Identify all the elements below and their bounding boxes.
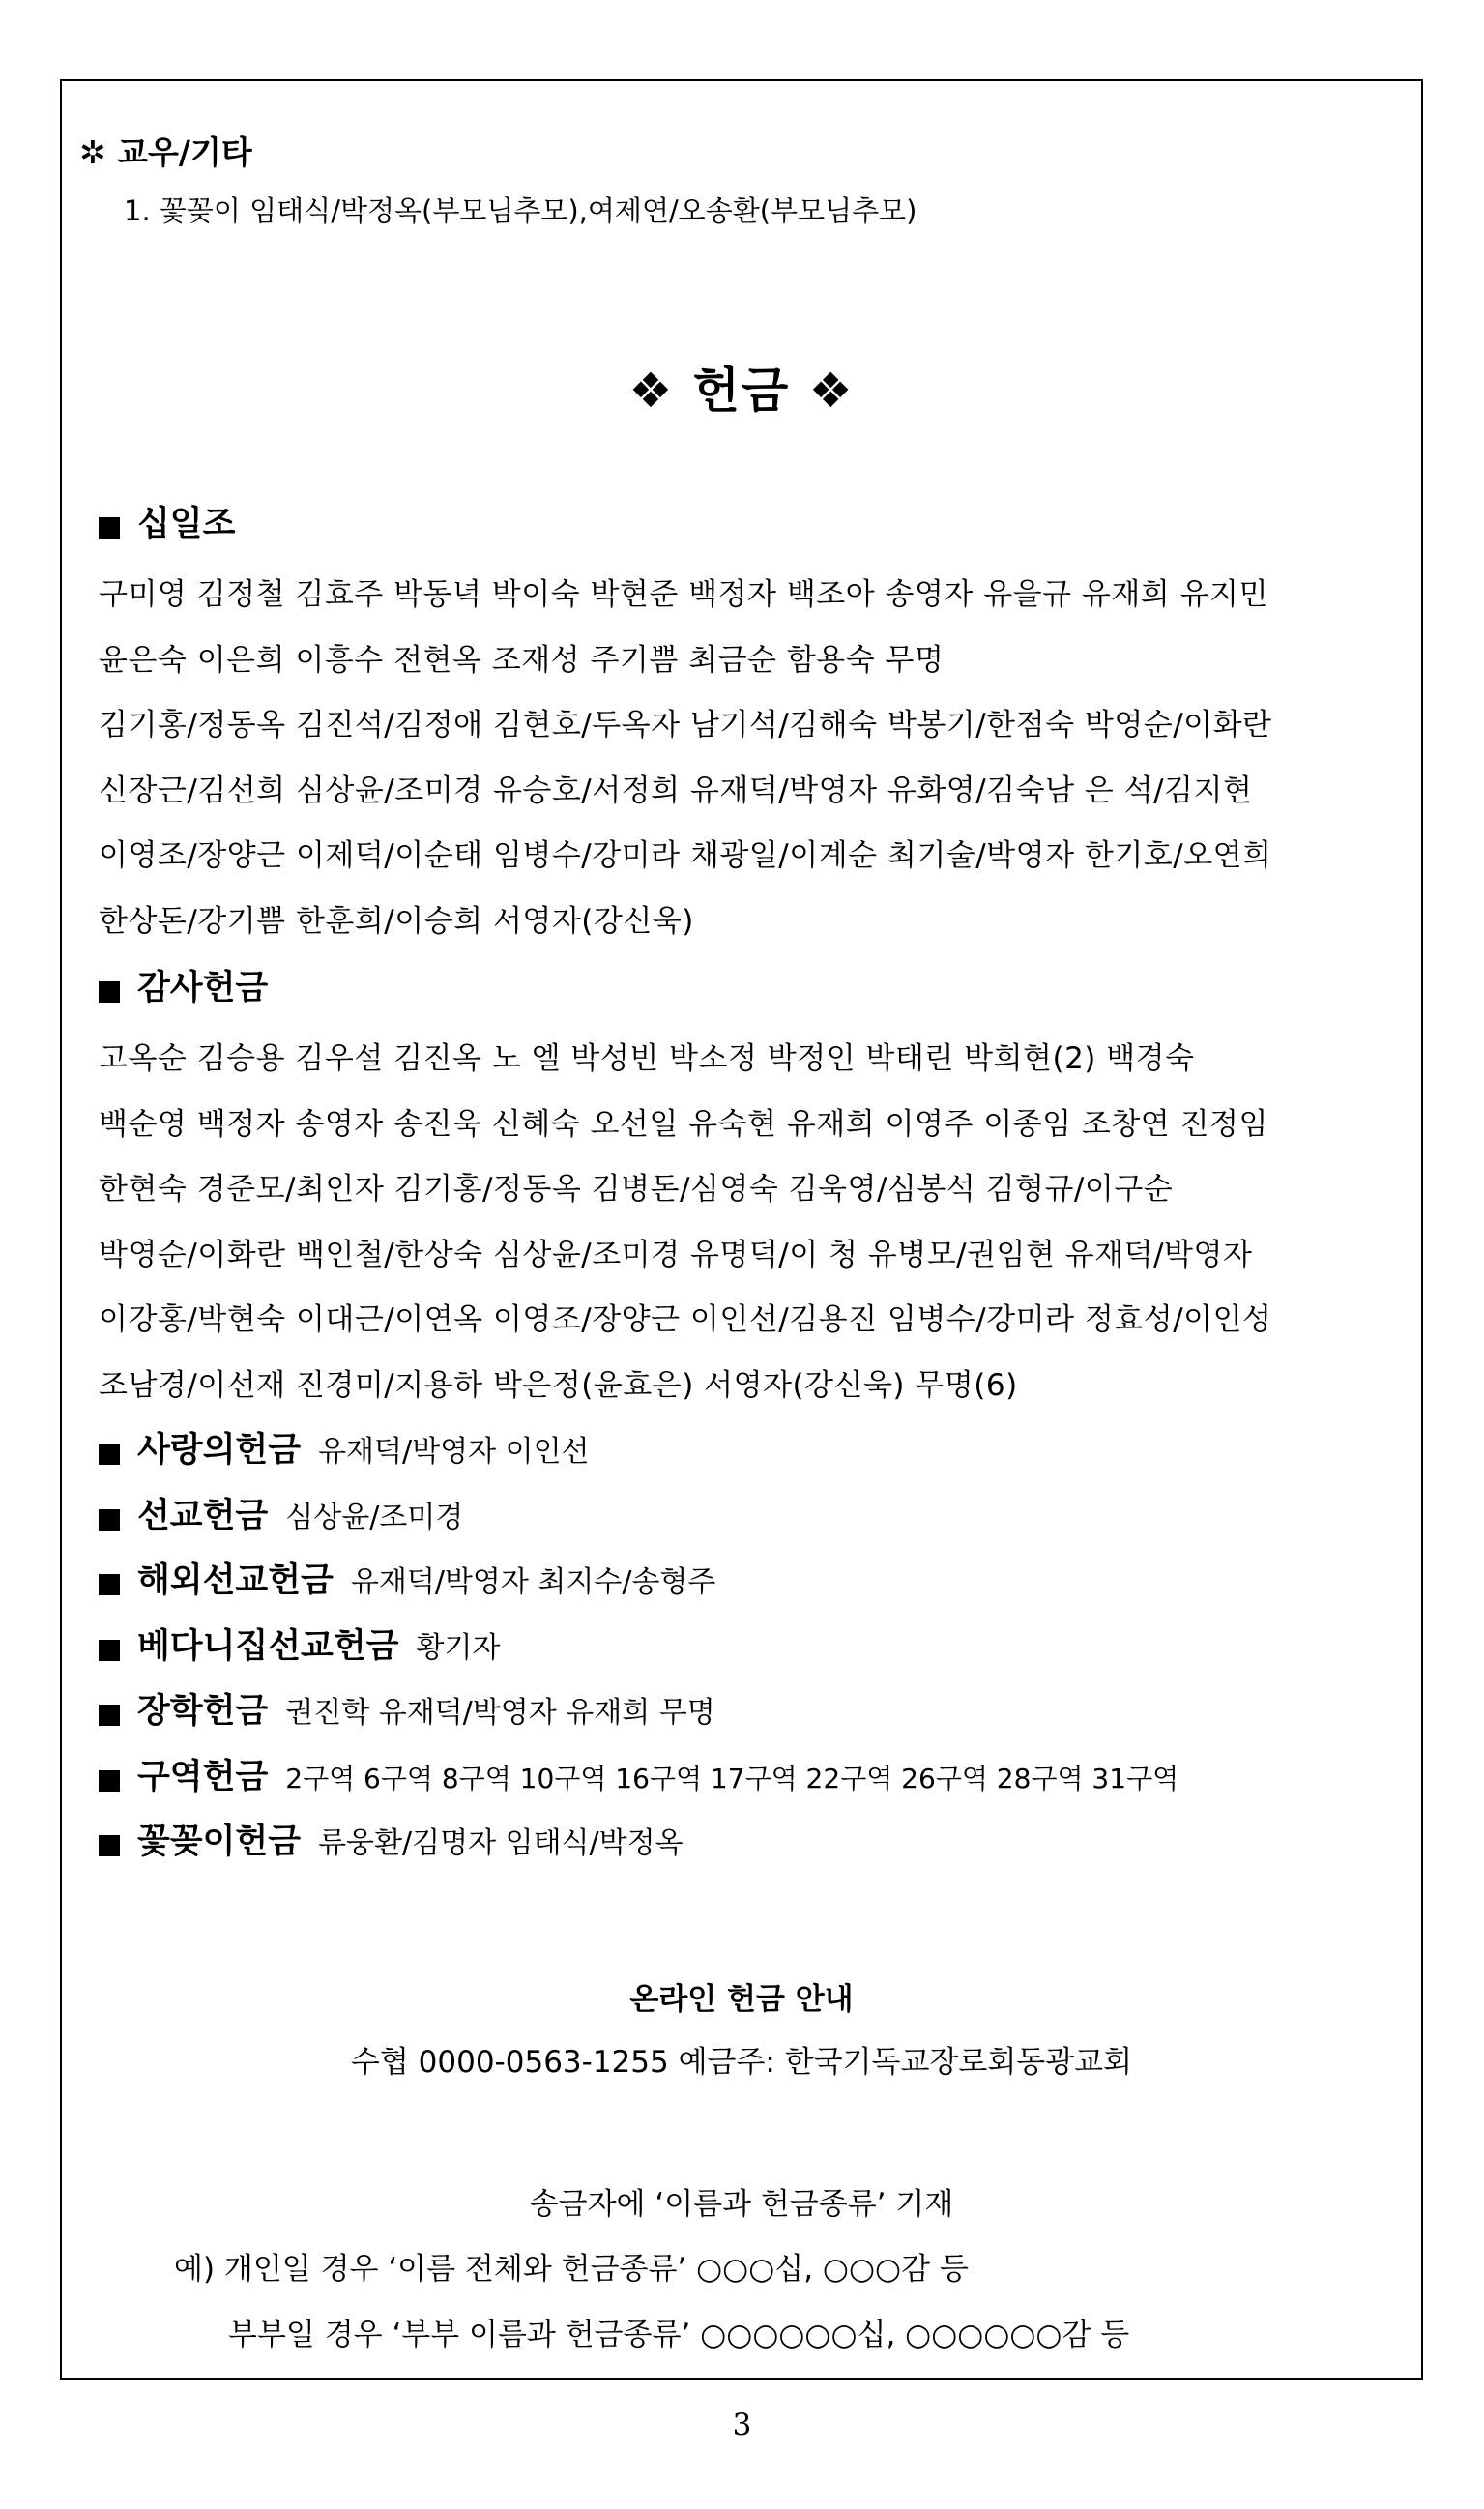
bank-account-info: 수협 0000-0563-1255 예금주: 한국기독교장로회동광교회 [350, 2045, 1133, 2080]
offering-row-district [99, 1750, 1178, 1798]
square-bullet-icon [99, 981, 120, 1003]
square-bullet-icon [99, 1705, 120, 1726]
offering-names: 류웅환/김명자 임태식/박정옥 [318, 1826, 684, 1860]
tithe-heading [99, 497, 235, 545]
tithe-line: 한상돈/강기쁨 한훈희/이승희 서영자(강신욱) [99, 904, 694, 939]
offering-names: 유재덕/박영자 최지수/송형주 [350, 1565, 716, 1599]
thanks-line: 고옥순 김승용 김우설 김진옥 노 엘 박성빈 박소정 박정인 박태린 박희현(2) 백경숙 [99, 1041, 1195, 1076]
square-bullet-icon [99, 1509, 120, 1531]
tithe-line: 구미영 김정철 김효주 박동녁 박이숙 박현준 백정자 백조아 송영자 유을규 유재희 유지민 [99, 577, 1268, 612]
thanks-line: 이강홍/박현숙 이대근/이연옥 이영조/장양근 이인선/김용진 임병수/강미라 정효성/이인성 [99, 1302, 1272, 1337]
square-bullet-icon [99, 517, 120, 539]
example-couple: 부부일 경우 ‘부부 이름과 헌금종류’ ○○○○○○십, ○○○○○○감 등 [228, 2318, 1130, 2352]
remittance-note: 송금자에 ‘이름과 헌금종류’ 기재 [529, 2187, 954, 2222]
offering-label: 사랑의헌금 [137, 1431, 302, 1470]
offering-names: 유재덕/박영자 이인선 [318, 1435, 590, 1469]
thanks-heading [99, 961, 268, 1009]
page-number: 3 [732, 2407, 752, 2442]
tithe-label: 십일조 [137, 505, 236, 543]
page-frame [60, 79, 1423, 2380]
page-title: ❖ 헌금 ❖ [628, 363, 855, 419]
offering-label: 선교헌금 [137, 1497, 269, 1535]
thanks-label: 감사헌금 [137, 969, 269, 1007]
thanks-line: 한현숙 경준모/최인자 김기홍/정동옥 김병돈/심영숙 김욱영/심봉석 김형규/이구순 [99, 1172, 1174, 1207]
tithe-line: 김기홍/정동옥 김진석/김정애 김현호/두옥자 남기석/김해숙 박봉기/한점숙 박영순/이화란 [99, 708, 1272, 743]
offering-row-bethany [99, 1619, 500, 1668]
online-offering-title: 온라인 헌금 안내 [629, 1982, 854, 2017]
tithe-line: 윤은숙 이은희 이흥수 전현옥 조재성 주기쁨 최금순 함용숙 무명 [99, 643, 945, 678]
offering-label: 구역헌금 [137, 1758, 269, 1796]
offering-label: 장학헌금 [137, 1692, 269, 1731]
square-bullet-icon [99, 1770, 120, 1792]
offering-names: 심상윤/조미경 [285, 1501, 464, 1534]
tithe-line: 신장근/김선희 심상윤/조미경 유승호/서정희 유재덕/박영자 유화영/김숙남 은 석/김지현 [99, 773, 1253, 808]
offering-names: 황기자 [416, 1631, 501, 1665]
square-bullet-icon [99, 1835, 120, 1856]
offering-label: 해외선교헌금 [137, 1561, 334, 1600]
offering-row-love [99, 1423, 590, 1472]
offering-label: 베다니집선교헌금 [137, 1627, 399, 1666]
thanks-line: 백순영 백정자 송영자 송진욱 신혜숙 오선일 유숙현 유재희 이영주 이종임 조창연 진정임 [99, 1107, 1268, 1142]
misc-heading: ✲ 교우/기타 [79, 133, 252, 171]
tithe-line: 이영조/장양근 이제덕/이순태 임병수/강미라 채광일/이계순 최기술/박영자 한기호/오연희 [99, 838, 1272, 873]
offering-row-overseas-mission [99, 1554, 715, 1602]
example-individual: 예) 개인일 경우 ‘이름 전체와 헌금종류’ ○○○십, ○○○감 등 [174, 2252, 969, 2287]
offering-row-flower [99, 1815, 684, 1863]
offering-names: 권진학 유재덕/박영자 유재희 무명 [285, 1696, 715, 1730]
square-bullet-icon [99, 1640, 120, 1661]
square-bullet-icon [99, 1574, 120, 1595]
misc-flower-line: 1. 꽃꽂이 임태식/박정옥(부모님추모),여제연/오송환(부모님추모) [124, 194, 917, 227]
offering-names: 2구역 6구역 8구역 10구역 16구역 17구역 22구역 26구역 28구역 31구역 [285, 1763, 1179, 1794]
offering-row-mission [99, 1489, 463, 1537]
offering-label: 꽃꽂이헌금 [137, 1823, 302, 1861]
thanks-line: 박영순/이화란 백인철/한상숙 심상윤/조미경 유명덕/이 청 유병모/권임현 유재덕/박영자 [99, 1238, 1253, 1272]
thanks-line: 조남경/이선재 진경미/지용하 박은정(윤효은) 서영자(강신욱) 무명(6) [99, 1368, 1018, 1403]
offering-row-scholarship [99, 1684, 715, 1733]
square-bullet-icon [99, 1444, 120, 1465]
